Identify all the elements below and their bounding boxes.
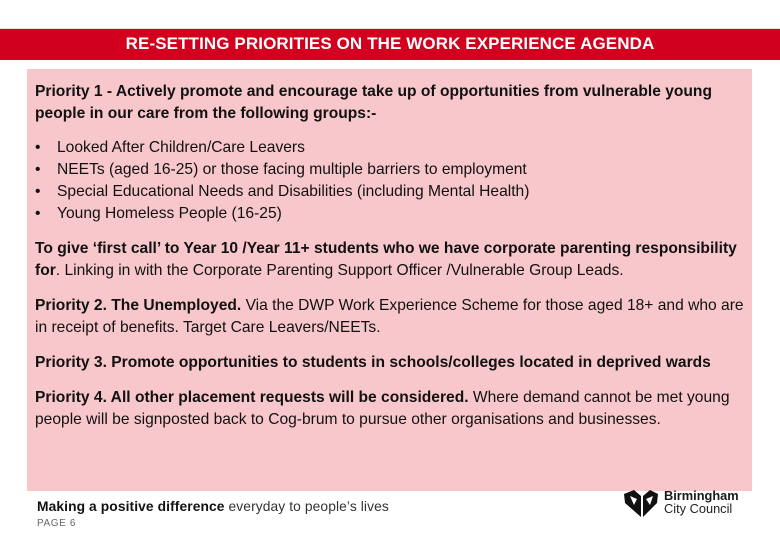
slide-title-bar [0, 28, 780, 60]
logo-line-2: City Council [664, 501, 733, 516]
first-call-paragraph [35, 238, 744, 282]
list-item [35, 137, 744, 159]
logo-line-1: Birmingham [664, 488, 739, 503]
priority-4-paragraph [35, 387, 744, 431]
list-item [35, 203, 744, 225]
group-label: Special Educational Needs and Disabilities (including Mental Health) [57, 183, 530, 200]
council-heart-icon [622, 488, 660, 518]
priority-4-heading: Priority 4. All other placement requests will be considered. [35, 389, 469, 406]
tagline-part-1: Making a positive [37, 499, 158, 514]
tagline-part-2: difference [157, 499, 225, 514]
footer-tagline [37, 499, 389, 514]
list-item [35, 181, 744, 203]
slide-title: RE-SETTING PRIORITIES ON THE WORK EXPERIENCE AGENDA [125, 34, 655, 53]
priority-2-body: Via the DWP Work Experience Scheme for those aged 18+ and who are in receipt of benefits. Target Care Leavers/NEETs. [35, 297, 744, 336]
page-number: PAGE 6 [37, 518, 76, 529]
group-label: Looked After Children/Care Leavers [57, 139, 305, 156]
priority-3-text: Priority 3. Promote opportunities to students in schools/colleges located in deprived wards [35, 354, 711, 371]
tagline-part-3: everyday to people’s lives [224, 499, 389, 514]
bullet-icon: • [35, 139, 41, 156]
priority-1-text: Priority 1 - Actively promote and encourage take up of opportunities from vulnerable young people in our care from the following groups:- [35, 83, 712, 122]
group-label: NEETs (aged 16-25) or those facing multiple barriers to employment [57, 161, 527, 178]
group-label: Young Homeless People (16-25) [57, 205, 282, 222]
list-item [35, 159, 744, 181]
priority-2-heading: Priority 2. The Unemployed. [35, 297, 242, 314]
content-panel [27, 69, 752, 491]
target-groups-list [35, 137, 744, 225]
bullet-icon: • [35, 161, 41, 178]
first-call-rest: . Linking in with the Corporate Parenting Support Officer /Vulnerable Group Leads. [55, 262, 624, 279]
title-top-rule [0, 28, 780, 29]
birmingham-city-council-logo [622, 488, 752, 520]
bullet-icon: • [35, 183, 41, 200]
bullet-icon: • [35, 205, 41, 222]
first-call-bold: To give ‘first call’ to Year 10 /Year 11+ students who we have corporate parenting responsibility for [35, 240, 737, 279]
priority-2-paragraph [35, 295, 744, 339]
priority-4-body: Where demand cannot be met young people will be signposted back to Cog-brum to pursue other organisations and businesses. [35, 389, 730, 428]
